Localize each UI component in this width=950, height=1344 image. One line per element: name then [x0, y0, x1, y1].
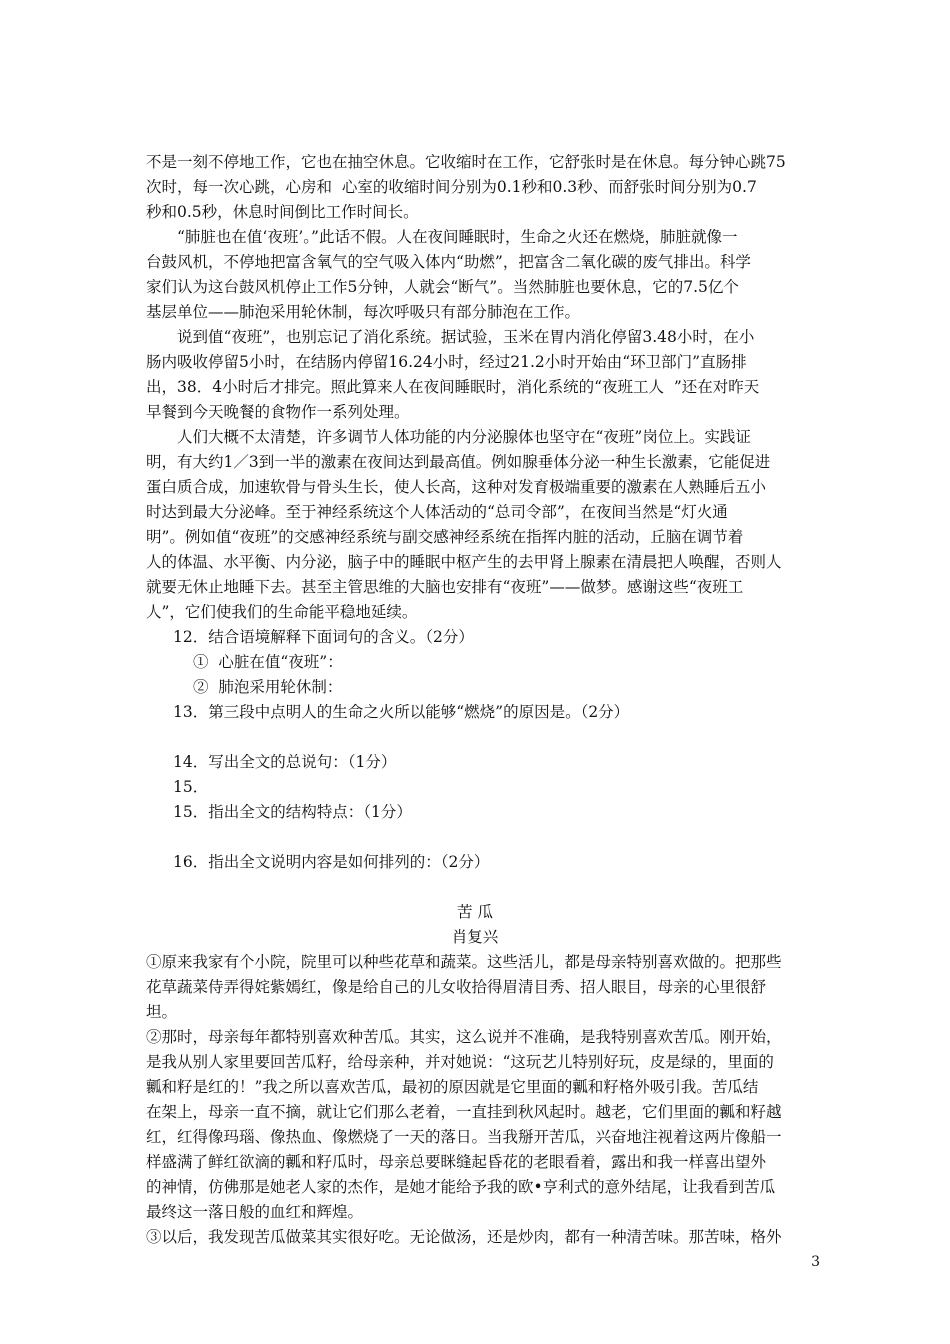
passage-1-line: 明，有大约1／3到一半的激素在夜间达到最高值。例如腺垂体分泌一种生长激素，它能促进 — [146, 453, 771, 471]
passage-2-line: 样盛满了鲜红欲滴的瓤和籽瓜时，母亲总要眯缝起昏花的老眼看着，露出和我一样喜出望外 — [146, 1153, 767, 1171]
passage-2-line: ①原来我家有个小院，院里可以种些花草和蔬菜。这些活儿，都是母亲特别喜欢做的。把那些 — [146, 953, 782, 971]
passage-1-line: 次时，每一次心跳，心房和 心室的收缩时间分别为0.1秒和0.3秒、而舒张时间分别为0.7 — [146, 178, 757, 196]
passage-1-line: 蛋白质合成，加速软骨与骨头生长，使人长高，这种对发育极端重要的激素在人熟睡后五小 — [146, 478, 767, 496]
question-16: 16．指出全文说明内容是如何排列的：（2分） — [173, 853, 490, 871]
passage-1-line: 人们大概不太清楚，许多调节人体功能的内分泌腺体也坚守在“夜班”岗位上。实践证 — [177, 428, 751, 446]
passage-1-line: 说到值“夜班”，也别忘记了消化系统。据试验，玉米在胃内消化停留3.48小时，在小 — [177, 328, 755, 346]
passage-1-line: 不是一刻不停地工作，它也在抽空休息。它收缩时在工作，它舒张时是在休息。每分钟心跳75 — [146, 153, 786, 171]
page-number: 3 — [811, 1254, 820, 1270]
passage-1-line: 明”。例如值“夜班”的交感神经系统与副交感神经系统在指挥内脏的活动，丘脑在调节着 — [146, 528, 744, 546]
passage-2-line: 坦。 — [146, 1003, 178, 1021]
passage-2-title: 苦 瓜 — [457, 903, 493, 921]
passage-2-line: ②那时，母亲每年都特别喜欢种苦瓜。其实，这么说并不准确，是我特别喜欢苦瓜。刚开始， — [146, 1028, 782, 1046]
passage-1-line: 基层单位——肺泡采用轮休制，每次呼吸只有部分肺泡在工作。 — [146, 303, 581, 321]
passage-1-line: 秒和0.5秒，休息时间倒比工作时间长。 — [146, 203, 419, 221]
passage-1-line: 肠内吸收停留5小时，在结肠内停留16.24小时，经过21.2小时开始由“环卫部门”直肠排 — [146, 353, 747, 371]
passage-2-line: 瓤和籽是红的！”我之所以喜欢苦瓜，最初的原因就是它里面的瓤和籽格外吸引我。苦瓜结 — [146, 1078, 759, 1096]
passage-2-line: ③以后，我发现苦瓜做菜其实很好吃。无论做汤，还是炒肉，都有一种清苦味。那苦味，格外 — [146, 1228, 782, 1246]
passage-1-line: 出，38．4小时后才排完。照此算来人在夜间睡眠时，消化系统的“夜班工人 ”还在对昨天 — [146, 378, 760, 396]
passage-2-line: 是我从别人家里要回苦瓜籽，给母亲种，并对她说：“这玩艺儿特别好玩，皮是绿的，里面的 — [146, 1053, 774, 1071]
passage-1-line: 早餐到今天晚餐的食物作一系列处理。 — [146, 403, 410, 421]
question-12: 12．结合语境解释下面词句的含义。（2分） — [173, 628, 474, 646]
question-15-number: 15． — [173, 778, 209, 796]
question-14: 14．写出全文的总说句：（1分） — [173, 753, 397, 771]
question-12-item-2: ② 肺泡采用轮休制： — [193, 678, 343, 696]
passage-2-line: 红，红得像玛瑙、像热血、像燃烧了一天的落日。当我掰开苦瓜，兴奋地注视着这两片像船一 — [146, 1128, 782, 1146]
passage-2-line: 的神情，仿佛那是她老人家的杰作，是她才能给予我的欧•亨利式的意外结尾，让我看到苦瓜 — [146, 1178, 776, 1196]
passage-1-line: 人”，它们使我们的生命能平稳地延续。 — [146, 603, 418, 621]
passage-1-line: “肺脏也在值‘夜班’。”此话不假。人在夜间睡眠时，生命之火还在燃烧，肺脏就像一 — [177, 228, 738, 246]
passage-1-line: 家们认为这台鼓风机停止工作5分钟，人就会“断气”。当然肺脏也要休息，它的7.5亿个 — [146, 278, 739, 296]
passage-1-line: 台鼓风机，不停地把富含氧气的空气吸入体内“助燃”，把富含二氧化碳的废气排出。科学 — [146, 253, 751, 271]
passage-1-line: 人的体温、水平衡、内分泌，脑子中的睡眠中枢产生的去甲肾上腺素在清晨把人唤醒，否则人 — [146, 553, 782, 571]
question-13: 13．第三段中点明人的生命之火所以能够“燃烧”的原因是。（2分） — [173, 703, 630, 721]
passage-1-line: 时达到最大分泌峰。至于神经系统这个人体活动的“总司令部”，在夜间当然是“灯火通 — [146, 503, 728, 521]
passage-1-line: 就要无休止地睡下去。甚至主管思维的大脑也安排有“夜班”——做梦。感谢这些“夜班工 — [146, 578, 744, 596]
passage-2-author: 肖复兴 — [451, 928, 499, 946]
passage-2-line: 在架上，母亲一直不摘，就让它们那么老着，一直挂到秋风起时。越老，它们里面的瓤和籽越 — [146, 1103, 782, 1121]
question-12-item-1: ① 心脏在值“夜班”： — [193, 653, 343, 671]
question-15: 15．指出全文的结构特点：（1分） — [173, 803, 412, 821]
passage-2-line: 花草蔬菜侍弄得姹紫嫣红，像是给自己的儿女收拾得眉清目秀、招人眼目，母亲的心里很舒 — [146, 978, 767, 996]
passage-2-line: 最终这一落日般的血红和辉煌。 — [146, 1203, 364, 1221]
